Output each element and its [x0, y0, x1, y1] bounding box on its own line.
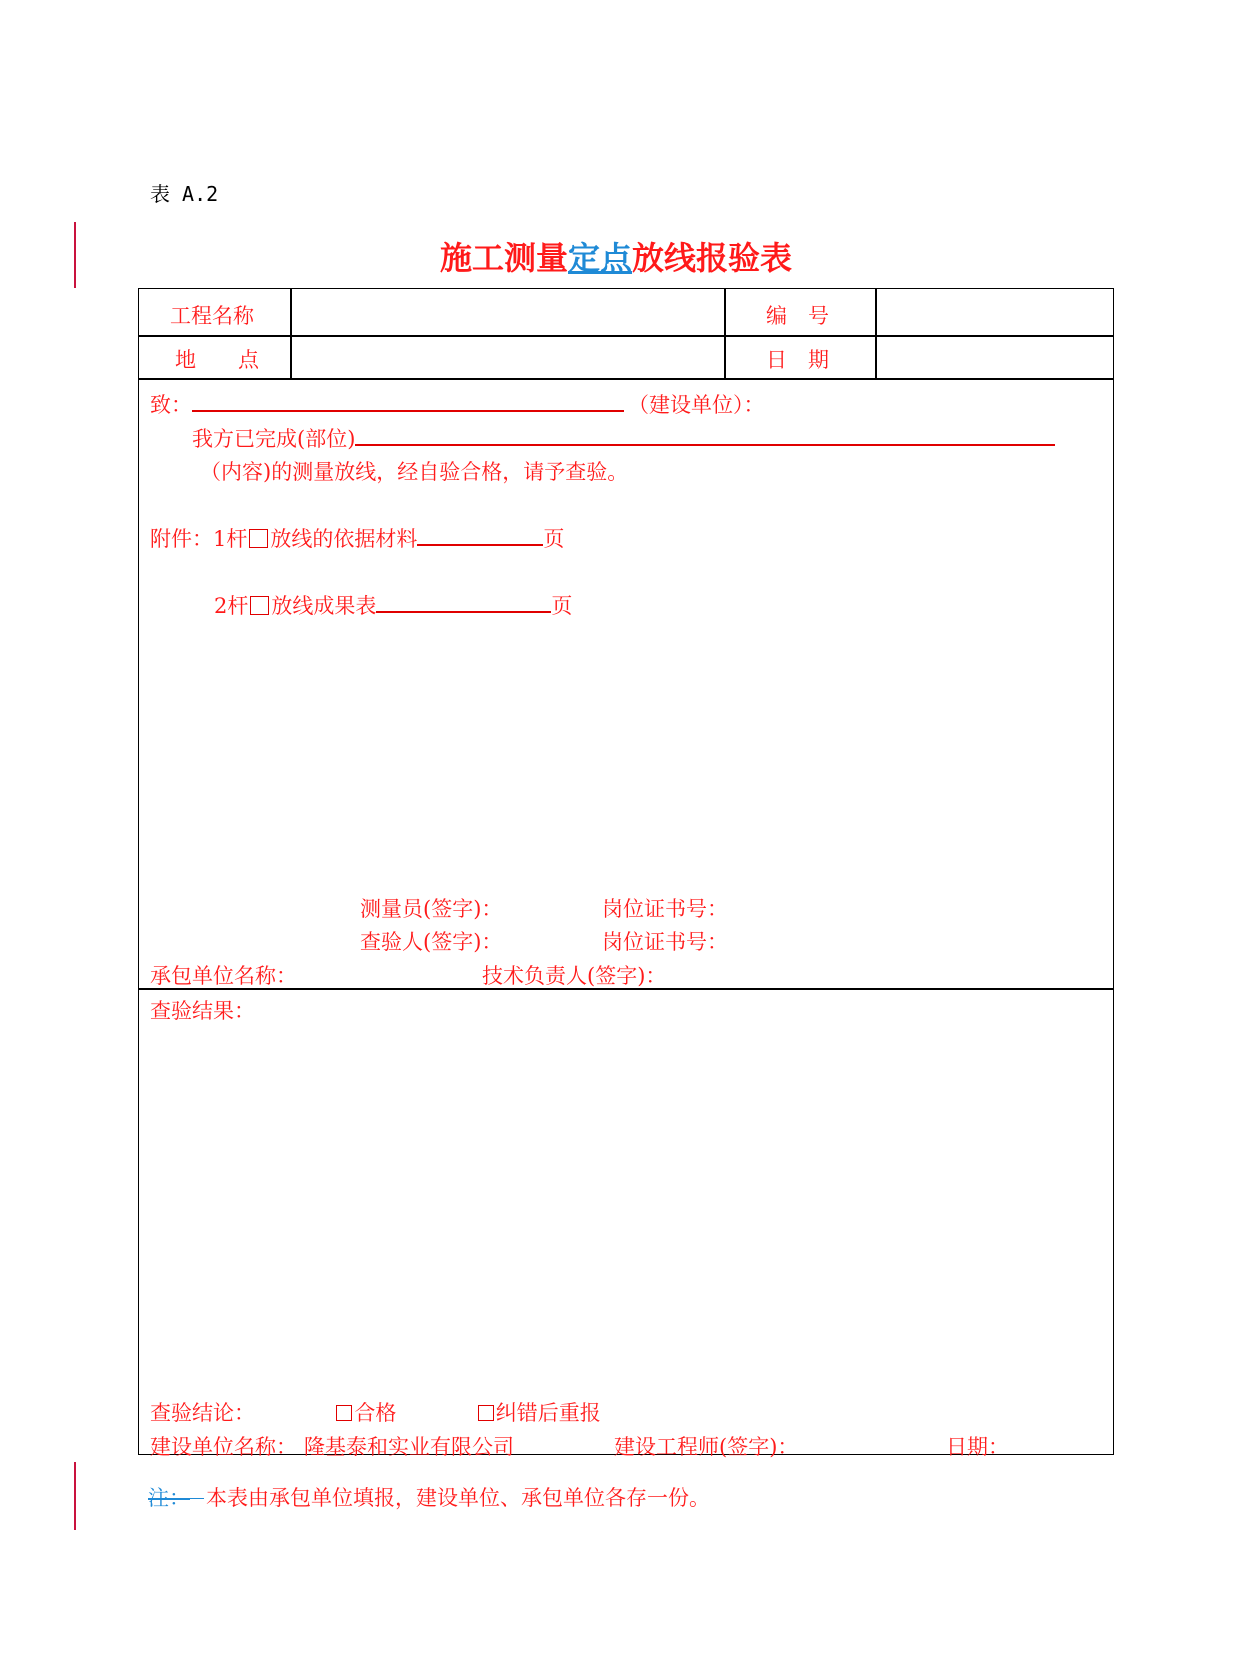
to-line	[150, 388, 765, 419]
conclusion-label: 查验结论：	[150, 1401, 255, 1425]
attachment-1-checkbox[interactable]	[249, 529, 268, 548]
table-number: 表 A.2	[150, 182, 219, 206]
attachment-2-prefix: 2杆	[214, 594, 249, 618]
location-part-field[interactable]	[355, 422, 1055, 446]
col-divider-1	[290, 288, 292, 378]
owner-name-label: 建设单位名称：	[150, 1435, 297, 1459]
row-divider-2	[138, 378, 1114, 380]
note-prefix: 注：	[148, 1486, 190, 1510]
title-part-3: 放线报验表	[632, 239, 793, 277]
location-label: 地 点	[175, 348, 259, 372]
resubmit-option-label: 纠错后重报	[495, 1401, 601, 1425]
project-name-label: 工程名称	[170, 304, 254, 328]
attachment-label: 附件：1杆	[150, 527, 248, 551]
col-divider-2	[724, 288, 726, 378]
page-title	[440, 233, 792, 279]
location-field[interactable]	[300, 344, 710, 372]
attachment-2-pages-field[interactable]	[376, 589, 551, 613]
attachment-1-unit: 页	[543, 527, 565, 551]
title-part-1: 施工测量	[440, 239, 569, 277]
attachment-1	[150, 522, 564, 553]
attachment-2-text: 放线成果表	[271, 594, 377, 618]
date-label: 日 期	[766, 348, 829, 372]
number-field[interactable]	[884, 300, 1104, 328]
attachment-1-text: 放线的依据材料	[270, 527, 418, 551]
revision-bar-top	[74, 222, 76, 288]
recipient-field[interactable]	[192, 388, 624, 412]
tech-lead-signature-label: 技术负责人(签字)：	[482, 964, 667, 988]
note-strike-dash	[190, 1498, 204, 1499]
col-divider-3	[875, 288, 877, 378]
attachment-1-pages-field[interactable]	[417, 522, 543, 546]
contractor-name-label: 承包单位名称：	[150, 964, 297, 988]
note-text: 本表由承包单位填报，建设单位、承包单位各存一份。	[206, 1486, 710, 1510]
footer-note	[148, 1482, 710, 1512]
inspector-signature-label: 查验人(签字)：	[360, 930, 503, 954]
resubmit-checkbox[interactable]	[478, 1405, 494, 1421]
surveyor-cert-label: 岗位证书号：	[602, 897, 728, 921]
number-label: 编 号	[766, 304, 829, 328]
pass-option-label: 合格	[354, 1401, 397, 1425]
to-suffix: （建设单位）：	[628, 393, 765, 417]
attachment-2	[214, 589, 572, 620]
content-line: （内容)的测量放线，经自验合格，请予查验。	[200, 460, 629, 484]
title-part-2: 定点	[568, 239, 633, 277]
conclusion-line	[150, 1397, 601, 1427]
date-field[interactable]	[884, 344, 1104, 372]
inspection-result-label: 查验结果：	[150, 999, 255, 1023]
revision-bar-bottom	[74, 1462, 76, 1530]
pass-checkbox[interactable]	[336, 1405, 352, 1421]
completed-line	[192, 422, 1055, 453]
engineer-signature-label: 建设工程师(签字)：	[614, 1435, 799, 1459]
project-name-field[interactable]	[300, 300, 710, 328]
owner-name-value: 隆基泰和实业有限公司	[304, 1435, 514, 1459]
completed-prefix: 我方已完成(部位)	[192, 427, 356, 451]
to-label: 致：	[150, 393, 192, 417]
row-divider-1	[138, 335, 1114, 337]
surveyor-signature-label: 测量员(签字)：	[360, 897, 503, 921]
attachment-2-checkbox[interactable]	[250, 596, 269, 615]
attachment-2-unit: 页	[551, 594, 573, 618]
inspector-cert-label: 岗位证书号：	[602, 930, 728, 954]
result-date-label: 日期：	[946, 1435, 1009, 1459]
